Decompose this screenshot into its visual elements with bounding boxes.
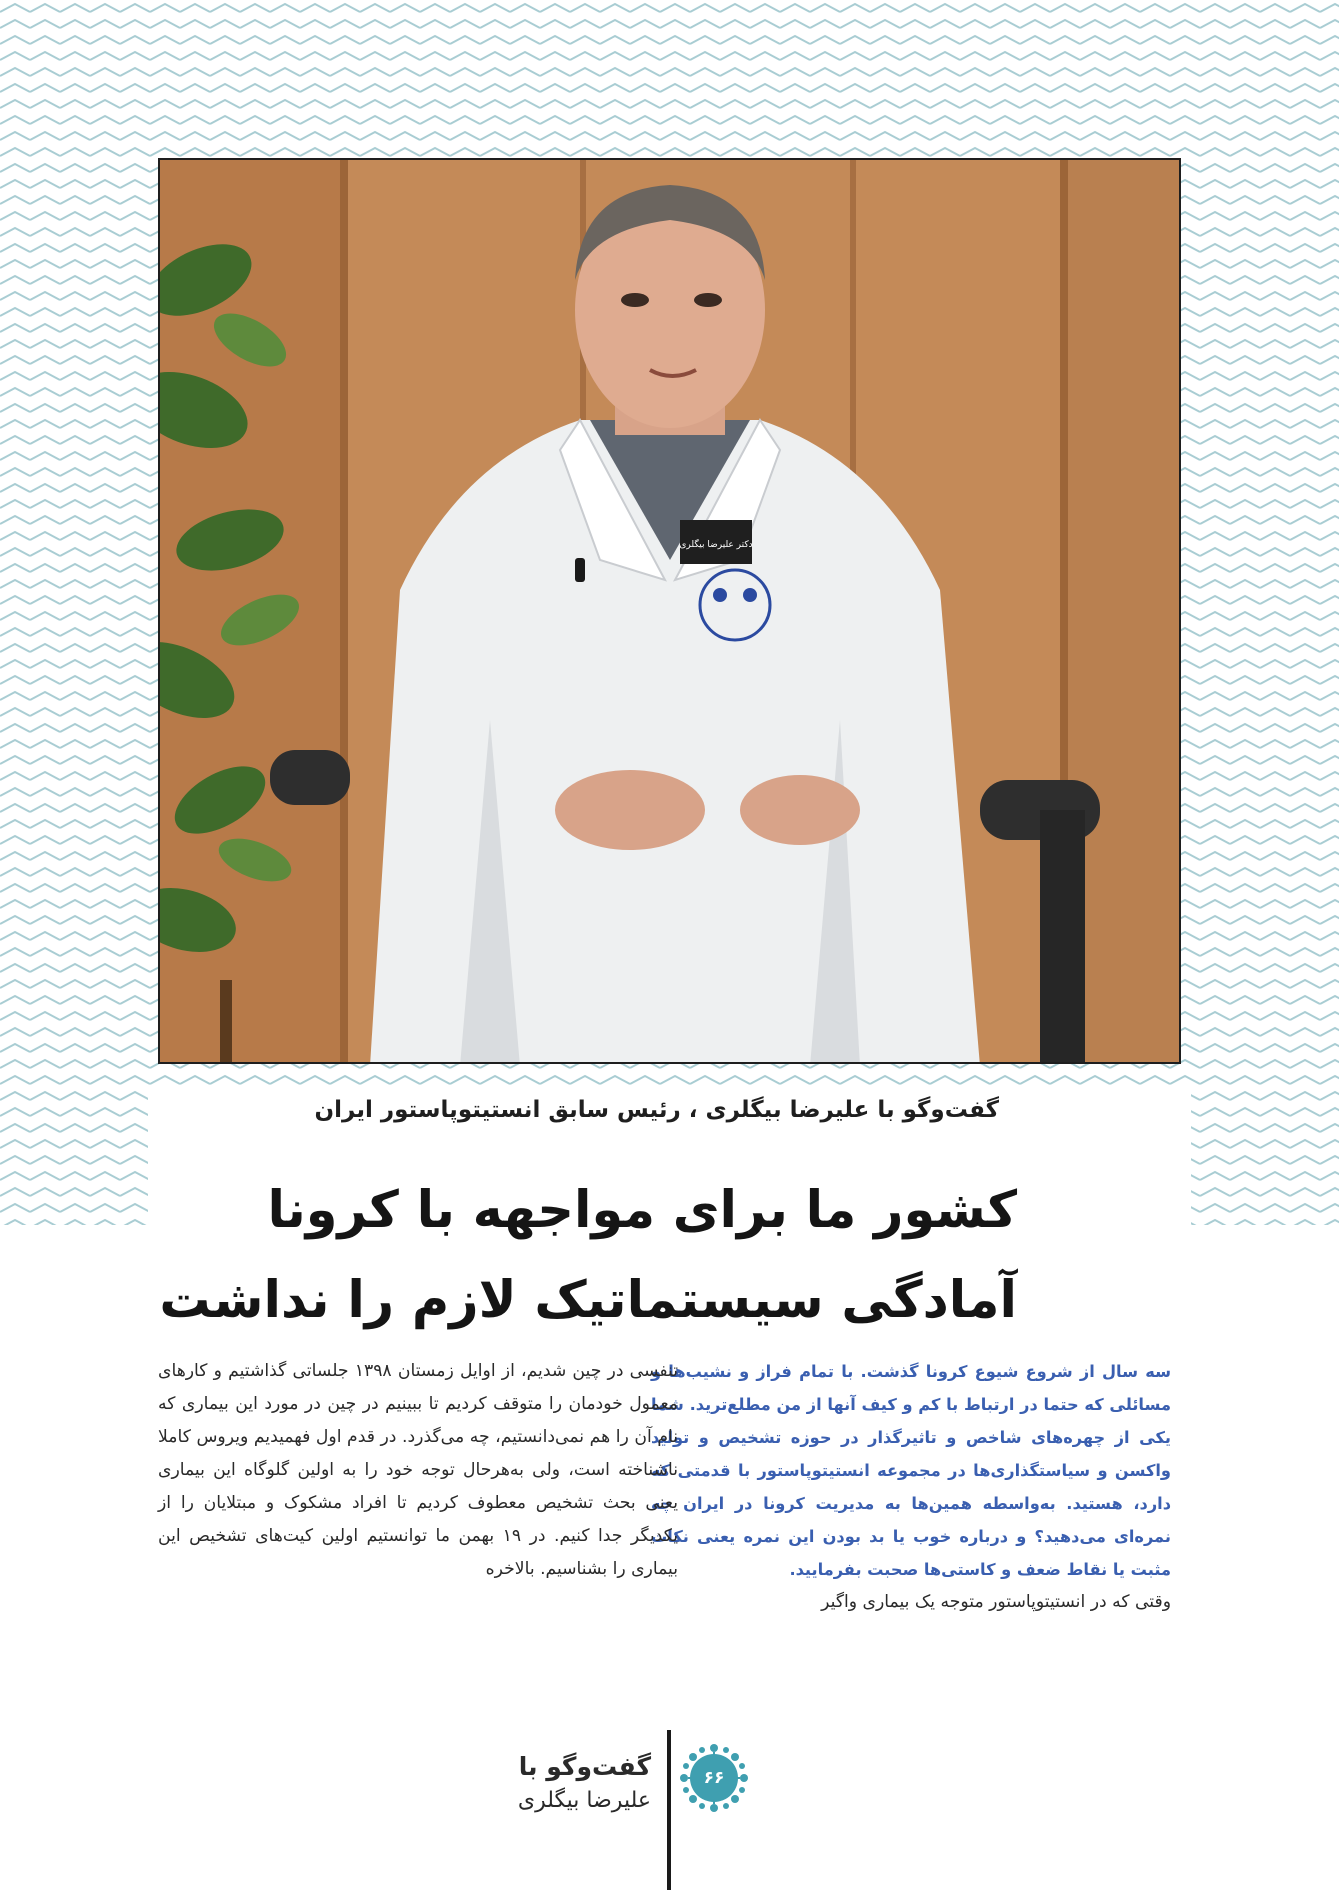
interviewee-photo: [158, 158, 1181, 1064]
article-title-line-1: کشور ما برای مواجهه با کرونا: [267, 1181, 1017, 1240]
article-title-line-2: آمادگی سیستماتیک لازم را نداشت: [159, 1271, 1017, 1330]
photo-name-badge: دکتر علیرضا بیگلری: [679, 540, 753, 550]
footer-divider: [667, 1730, 671, 1890]
footer-section-label: گفت‌وگو با: [518, 1752, 651, 1781]
interview-question: سه سال از شروع شیوع کرونا گذشت. با تمام فراز و نشیب‌ها و مسائلی که حتما در ارتباط با کم و کیف آنها از من مطلع‌ترید. شما یکی از چهره‌های شاخص و تاثیرگذار در حوزه تشخیص و تولید واکسن و سیاستگذاری‌ها در مجموعه انستیتوپاستور با قدمتی که دارد، هستید. به‌واسطه همین‌ها به مدیریت کرونا در ایران چه نمره‌ای می‌دهید؟ و درباره خوب یا بد بودن این نمره یعنی نکات مثبت یا نقاط ضعف و کاستی‌ها صحبت بفرمایید.: [651, 1362, 1171, 1579]
interview-answer-continued: تنفسی در چین شدیم، از اوایل زمستان ۱۳۹۸ جلساتی گذاشتیم و کارهای معمول خودمان را متوقف کردیم تا ببینیم در چین در مورد این بیماری که نام آن را هم نمی‌دانستیم، چه می‌گذرد. در قدم اول فهمیدیم ویروس کاملا ناشناخته است، ولی به‌هرحال توجه خود را به اولین گلوگاه این بیماری یعنی بحث تشخیص معطوف کردیم تا افراد مشکوک و مبتلایان را از یکدیگر جدا کنیم. در ۱۹ بهمن ما توانستیم اولین کیت‌های تشخیص این بیماری را بشناسیم. بالاخره: [158, 1361, 678, 1579]
footer-person-name: علیرضا بیگلری: [517, 1788, 651, 1813]
page-number: ۶۶: [703, 1768, 725, 1788]
article-column-left: [158, 1355, 678, 1586]
article-column-right: [651, 1355, 1171, 1619]
article-subtitle: گفت‌وگو با علیرضا بیگلری ، رئیس سابق انستیتوپاستور ایران: [314, 1097, 999, 1123]
interview-answer-start: وقتی که در انستیتوپاستور متوجه یک بیماری واگیر: [821, 1592, 1171, 1612]
